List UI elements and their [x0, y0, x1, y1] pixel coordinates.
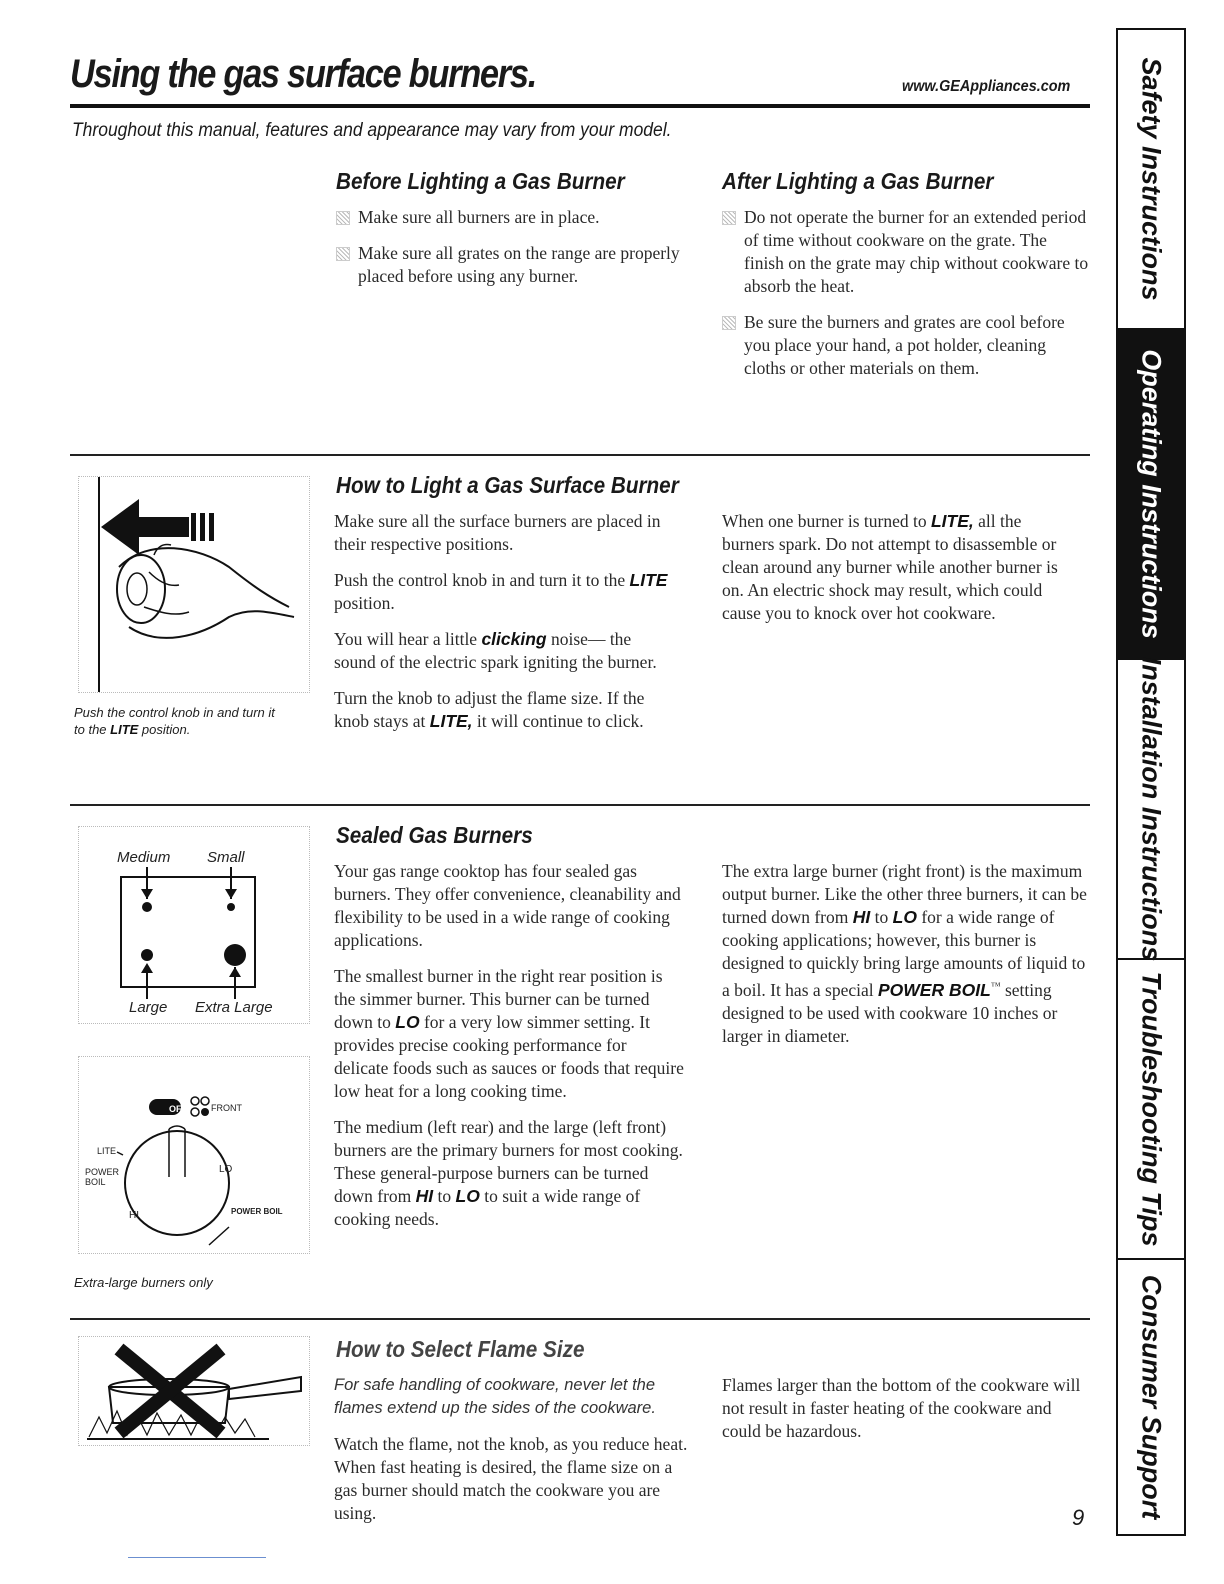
- label-large: Large: [129, 999, 168, 1016]
- paragraph: Flames larger than the bottom of the cookware will not result in faster heating of the cookware and could be hazardous.: [722, 1375, 1081, 1441]
- paragraph: You will hear a little clicking noise— the sound of the electric spark igniting the burner.: [334, 629, 657, 672]
- site-url[interactable]: www.GEAppliances.com: [902, 78, 1071, 95]
- list-item: Do not operate the burner for an extended period of time without cookware on the grate. The finish on the grate may chip without cookware to absorb the heat.: [722, 206, 1090, 298]
- paragraph: The medium (left rear) and the large (left front) burners are the primary burners for most cooking. These general-purpose burners can be turned down from HI to LO to suit a wide range of cooking needs.: [334, 1117, 683, 1229]
- bullet-icon: [336, 247, 350, 261]
- subtitle: Throughout this manual, features and appearance may vary from your model.: [72, 120, 672, 141]
- tab-consumer-support[interactable]: Consumer Support: [1136, 1274, 1167, 1520]
- knob-lo-label: LO: [219, 1164, 233, 1175]
- how-to-light-text: [334, 510, 674, 746]
- label-medium: Medium: [117, 849, 171, 866]
- list-item: Make sure all grates on the range are properly placed before using any burner.: [336, 242, 706, 288]
- flame-size-right-text: [722, 1374, 1087, 1456]
- knob-off-label: OFF: [169, 1104, 187, 1114]
- knob-lite-label: LITE: [97, 1146, 117, 1156]
- knob-caption: Push the control knob in and turn it to the LITE position.: [74, 705, 275, 737]
- knob-push-illustration: [78, 476, 310, 693]
- header-rule: [70, 104, 1090, 108]
- hand-turning-knob-icon: [79, 477, 309, 692]
- footer-line: [128, 1557, 266, 1558]
- paragraph: The smallest burner in the right rear position is the simmer burner. This burner can be turned down to LO for a very low simmer setting. It provides precise cooking performance for delicate foods such as sauces or foods that require low heat for a long cooking time.: [334, 966, 684, 1101]
- flame-size-heading: How to Select Flame Size: [336, 1336, 585, 1362]
- how-to-light-right-text: [722, 510, 1067, 638]
- label-small: Small: [207, 849, 245, 866]
- sealed-burners-heading: Sealed Gas Burners: [336, 822, 533, 848]
- control-knob-diagram: [78, 1056, 310, 1254]
- flame-size-text: [334, 1374, 694, 1538]
- label-extra-large: Extra Large: [195, 999, 273, 1016]
- how-to-light-heading: How to Light a Gas Surface Burner: [336, 472, 679, 498]
- page-title: Using the gas surface burners.: [70, 52, 536, 96]
- knob-power-boil-left: POWER BOIL: [85, 1167, 120, 1187]
- burner-positions-icon: [79, 827, 309, 1023]
- before-lighting-heading: Before Lighting a Gas Burner: [336, 168, 625, 194]
- knob-front-label: FRONT: [211, 1103, 242, 1113]
- warning-text: For safe handling of cookware, never let the flames extend up the sides of the cookware.: [334, 1376, 656, 1417]
- paragraph: Turn the knob to adjust the flame size. If the knob stays at LITE, it will continue to click.: [334, 688, 645, 731]
- list-item: Make sure all burners are in place.: [336, 206, 706, 229]
- no-flame-over-pan-icon: [79, 1337, 309, 1445]
- after-lighting-list: [722, 206, 1090, 393]
- knob-hi-label: HI: [129, 1210, 139, 1221]
- knob-power-boil-label: POWER BOIL: [231, 1207, 283, 1216]
- tab-troubleshooting-tips[interactable]: Troubleshooting Tips: [1118, 960, 1184, 1260]
- before-lighting-list: [336, 206, 706, 301]
- bullet-icon: [722, 211, 736, 225]
- after-lighting-heading: After Lighting a Gas Burner: [722, 168, 994, 194]
- paragraph: The extra large burner (right front) is the maximum output burner. Like the other three burners, it can be turned down from HI to LO for a wide range of cooking applications; however, this burner is designed to quickly bring large amounts of liquid to a boil. It has a special POWER BOIL™ setting designed to be used with cookware 10 inches or larger in diameter.: [722, 861, 1087, 1046]
- paragraph: When one burner is turned to LITE, all the burners spark. Do not attempt to disassemble or clean around any burner while another burner is on. An electric shock may result, which could cause you to knock over hot cookware.: [722, 511, 1058, 623]
- section-divider: [70, 1318, 1090, 1320]
- section-tabs: [1116, 28, 1186, 1536]
- page-number: 9: [1072, 1505, 1085, 1530]
- knob-diagram-caption: Extra-large burners only: [74, 1275, 213, 1290]
- paragraph: Your gas range cooktop has four sealed gas burners. They offer convenience, cleanability and flexibility to be used in a wide range of cooking applications.: [334, 861, 681, 950]
- bullet-icon: [336, 211, 350, 225]
- section-divider: [70, 804, 1090, 806]
- sealed-burners-text: [334, 860, 684, 1244]
- section-divider: [70, 454, 1090, 456]
- paragraph: Make sure all the surface burners are placed in their respective positions.: [334, 511, 661, 554]
- burner-layout-diagram: [78, 826, 310, 1024]
- tab-safety-instructions[interactable]: Safety Instructions: [1118, 30, 1184, 330]
- bullet-icon: [722, 316, 736, 330]
- tab-installation-instructions[interactable]: Installation Instructions: [1118, 660, 1184, 960]
- paragraph: Push the control knob in and turn it to the LITE position.: [334, 570, 668, 613]
- sealed-burners-right-text: [722, 860, 1087, 1061]
- tab-operating-instructions[interactable]: Operating Instructions: [1118, 330, 1184, 660]
- paragraph: Watch the flame, not the knob, as you reduce heat. When fast heating is desired, the flame size on a gas burner should match the cookware you are using.: [334, 1434, 688, 1523]
- flame-size-illustration: [78, 1336, 310, 1446]
- list-item: Be sure the burners and grates are cool before you place your hand, a pot holder, cleaning cloths or other materials on them.: [722, 311, 1090, 380]
